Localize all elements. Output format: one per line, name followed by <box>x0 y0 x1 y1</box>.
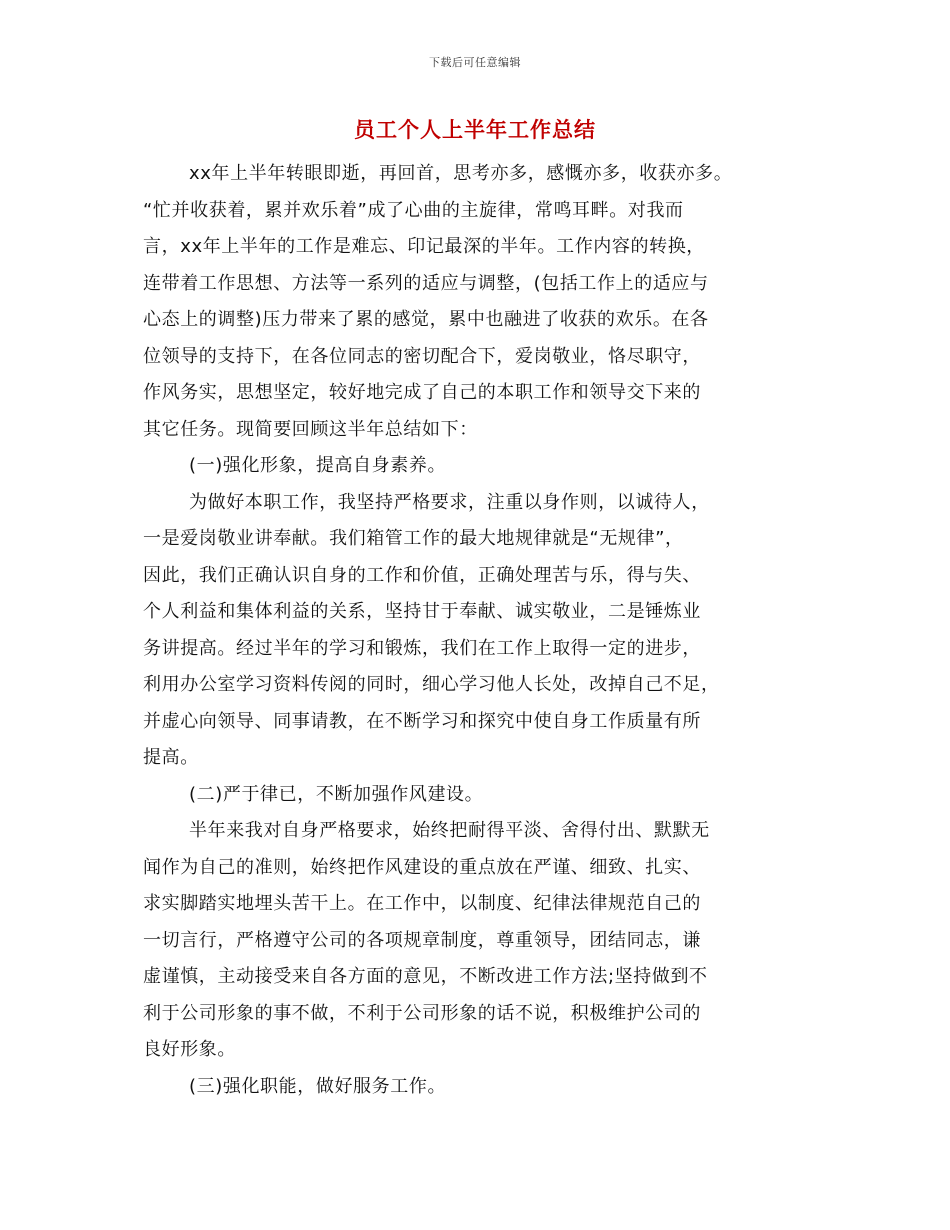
header-note: 下载后可任意编辑 <box>429 56 521 69</box>
body-line: 位领导的支持下，在各位同志的密切配合下，爱岗敬业，恪尽职守， <box>143 345 701 367</box>
body-line: 并虚心向领导、同事请教，在不断学习和探究中使自身工作质量有所 <box>143 710 701 732</box>
body-line: 一切言行，严格遵守公司的各项规章制度，尊重领导，团结同志，谦 <box>143 929 701 951</box>
body-line: “忙并收获着，累并欢乐着”成了心曲的主旋律，常鸣耳畔。对我而 <box>143 199 684 221</box>
body-line: 为做好本职工作，我坚持严格要求，注重以身作则，以诚待人， <box>189 491 710 513</box>
body-line: 言，xx年上半年的工作是难忘、印记最深的半年。工作内容的转换， <box>143 236 705 257</box>
body-line: 心态上的调整)压力带来了累的感觉，累中也融进了收获的欢乐。在各 <box>143 309 709 330</box>
body-line: 个人利益和集体利益的关系，坚持甘于奉献、诚实敬业，二是锤炼业 <box>143 601 701 622</box>
body-line: 连带着工作思想、方法等一系列的适应与调整，(包括工作上的适应与 <box>143 272 709 294</box>
body-line: 作风务实，思想坚定，较好地完成了自己的本职工作和领导交下来的 <box>143 382 701 403</box>
section-heading: (一)强化形象，提高自身素养。 <box>189 455 447 476</box>
body-line: 提高。 <box>143 747 199 768</box>
document-title: 员工个人上半年工作总结 <box>354 118 596 142</box>
body-line: 务讲提高。经过半年的学习和锻炼，我们在工作上取得一定的进步， <box>143 637 701 659</box>
body-line: 求实脚踏实地埋头苦干上。在工作中，以制度、纪律法律规范自己的 <box>143 893 701 914</box>
body-line: 一是爱岗敬业讲奉献。我们箱管工作的最大地规律就是“无规律”， <box>143 528 684 549</box>
body-line: 良好形象。 <box>143 1039 236 1060</box>
body-line: 因此，我们正确认识自身的工作和价值，正确处理苦与乐，得与失、 <box>143 564 701 586</box>
body-line: 虚谨慎，主动接受来自各方面的意见，不断改进工作方法;坚持做到不 <box>143 966 708 987</box>
body-line: xx年上半年转眼即逝，再回首，思考亦多，感慨亦多，收获亦多。 <box>189 163 733 184</box>
body-line: 利用办公室学习资料传阅的同时，细心学习他人长处，改掉自己不足， <box>143 674 720 695</box>
section-heading: (二)严于律已，不断加强作风建设。 <box>189 783 484 805</box>
document-body <box>143 156 813 1105</box>
body-line: 半年来我对自身严格要求，始终把耐得平淡、舍得付出、默默无 <box>189 820 710 841</box>
body-line: 其它任务。现简要回顾这半年总结如下： <box>143 418 478 440</box>
body-line: 闻作为自己的准则，始终把作风建设的重点放在严谨、细致、扎实、 <box>143 856 701 878</box>
body-line: 利于公司形象的事不做，不利于公司形象的话不说，积极维护公司的 <box>143 1002 701 1024</box>
section-heading: (三)强化职能，做好服务工作。 <box>189 1075 447 1097</box>
